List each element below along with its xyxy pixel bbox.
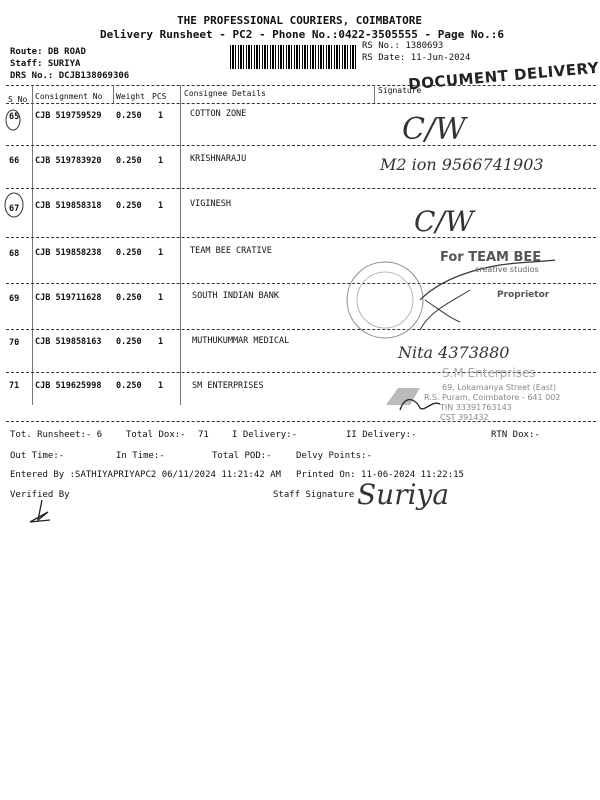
sm-stamp-line5: CST 391432 <box>440 413 489 422</box>
row-consignee: COTTON ZONE <box>190 109 247 119</box>
verified-by-label: Verified By <box>10 490 70 500</box>
entered-by: Entered By :SATHIYAPRIYAPC2 06/11/2024 11:21:42 AM <box>10 470 281 480</box>
row-sno: 69 <box>9 294 20 304</box>
sm-stamp-logo <box>386 388 420 405</box>
sm-stamp-line2: 69, Lokamanya Street (East) <box>442 383 557 392</box>
row-weight: 0.250 <box>116 293 142 303</box>
row-pcs: 1 <box>158 156 164 166</box>
row-pcs: 1 <box>158 293 164 303</box>
sm-stamp-line4: TIN 33391763143 <box>440 403 512 412</box>
header-signature: Signature <box>378 86 422 95</box>
row-consignment: CJB 519625998 <box>35 381 102 391</box>
in-time: In Time:- <box>116 451 165 461</box>
row-consignment: CJB 519711628 <box>35 293 102 303</box>
round-seal <box>347 262 423 338</box>
proprietor-label: Proprietor <box>497 290 550 300</box>
route-label: Route: DB ROAD <box>10 47 86 57</box>
row-weight: 0.250 <box>116 337 142 347</box>
row-consignee: MUTHUKUMMAR MEDICAL <box>192 336 290 346</box>
delvy-points: Delvy Points:- <box>296 451 372 461</box>
rs-number: RS No.: 1380693 <box>362 41 444 51</box>
rs-date: RS Date: 11-Jun-2024 <box>362 53 471 63</box>
runsheet-title: Delivery Runsheet - PC2 - Phone No.:0422-3505555 - Page No.:6 <box>100 28 504 41</box>
total-pod: Total POD:- <box>212 451 272 461</box>
row-consignee: VIGINESH <box>190 199 231 209</box>
row-sno: 71 <box>9 381 20 391</box>
row-weight: 0.250 <box>116 156 142 166</box>
row-weight: 0.250 <box>116 248 142 258</box>
document-delivery-stamp: DOCUMENT DELIVERY <box>407 58 600 94</box>
handwriting-row66: M2 ion 9566741903 <box>380 155 544 174</box>
company-title: THE PROFESSIONAL COURIERS, COIMBATORE <box>177 14 423 27</box>
handwriting-row70: Nita 4373880 <box>398 343 510 362</box>
row-consignment: CJB 519858163 <box>35 337 102 347</box>
row-sno: 65 <box>9 112 20 122</box>
row-consignment: CJB 519858318 <box>35 201 102 211</box>
row-pcs: 1 <box>158 111 164 121</box>
i-delivery: I Delivery:- <box>232 430 298 440</box>
total-dox-label: Total Dox:- <box>126 430 186 440</box>
row-sno: 70 <box>9 338 20 348</box>
row-consignee: KRISHNARAJU <box>190 154 247 164</box>
staff-label: Staff: SURIYA <box>10 59 81 69</box>
row-consignee: TEAM BEE CRATIVE <box>190 246 272 256</box>
row-pcs: 1 <box>158 381 164 391</box>
printed-on: Printed On: 11-06-2024 11:22:15 <box>296 470 464 480</box>
row-consignment: CJB 519759529 <box>35 111 102 121</box>
handwriting-row67: C/W <box>414 205 474 238</box>
row-pcs: 1 <box>158 337 164 347</box>
row-weight: 0.250 <box>116 381 142 391</box>
row-sno: 66 <box>9 156 20 166</box>
row-sno: 68 <box>9 249 20 259</box>
row-pcs: 1 <box>158 201 164 211</box>
out-time: Out Time:- <box>10 451 65 461</box>
header-consignment: Consignment No <box>35 92 103 101</box>
team-bee-stamp-sub: creative studios <box>475 265 539 274</box>
total-dox-value: 71 <box>198 430 209 440</box>
circle-mark-67 <box>5 193 23 217</box>
row-consignment: CJB 519858238 <box>35 248 102 258</box>
verified-signature <box>30 500 50 522</box>
staff-signature-label: Staff Signature <box>273 490 355 500</box>
row-sno: 67 <box>9 204 20 214</box>
row-consignment: CJB 519783920 <box>35 156 102 166</box>
row-weight: 0.250 <box>116 201 142 211</box>
row-consignee: SM ENTERPRISES <box>192 381 264 391</box>
sm-stamp-line3: R.S. Puram, Coimbatore - 641 002 <box>424 393 561 402</box>
row-weight: 0.250 <box>116 111 142 121</box>
staff-signature: Suriya <box>357 478 450 511</box>
header-weight: Weight <box>116 92 145 101</box>
row-consignee: SOUTH INDIAN BANK <box>192 291 279 301</box>
sm-stamp-line1: S.M Enterprises <box>442 366 536 380</box>
header-consignee: Consignee Details <box>184 89 266 98</box>
tot-runsheet: Tot. Runsheet:- 6 <box>10 430 103 440</box>
handwriting-row65: C/W <box>402 112 466 147</box>
ii-delivery: II Delivery:- <box>346 430 417 440</box>
row-pcs: 1 <box>158 248 164 258</box>
circle-mark-65 <box>6 110 20 130</box>
header-sno: S No <box>8 95 28 104</box>
drs-number: DRS No.: DCJB138069306 <box>10 71 130 81</box>
rtn-dox: RTN Dox:- <box>491 430 540 440</box>
header-pcs: PCS <box>152 92 167 101</box>
team-bee-stamp: For TEAM BEE <box>440 250 542 265</box>
